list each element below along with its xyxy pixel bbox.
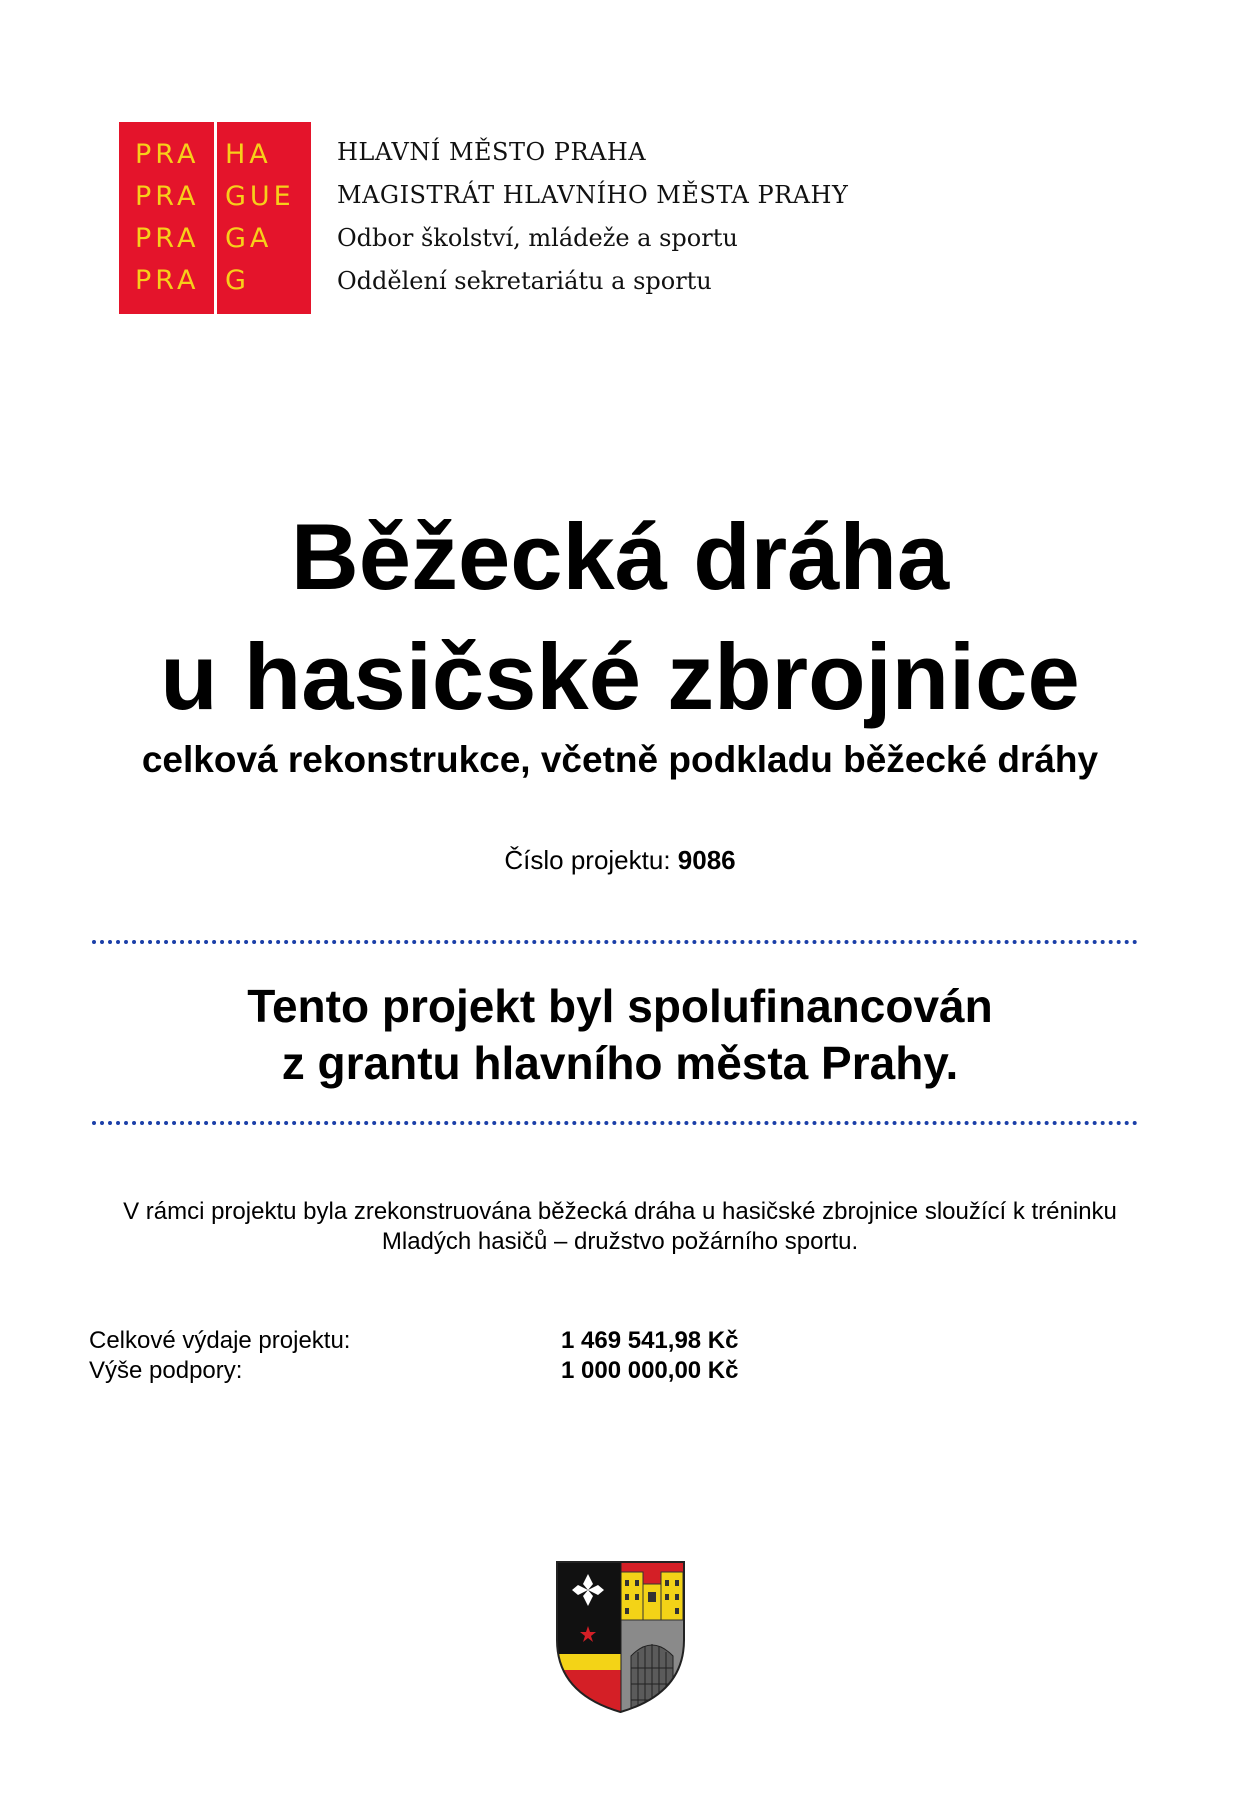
org-magistrate: MAGISTRÁT HLAVNÍHO MĚSTA PRAHY — [337, 181, 849, 209]
support-amount-value: 1 000 000,00 Kč — [561, 1357, 739, 1384]
title-line-1: Běžecká dráha — [290, 504, 950, 609]
dotted-rule-bottom — [92, 1121, 1138, 1125]
logo-text: PRA — [135, 139, 200, 170]
org-city: HLAVNÍ MĚSTO PRAHA — [337, 138, 647, 166]
description-line-2: Mladých hasičů – družstvo požárního sportu. — [381, 1228, 859, 1255]
total-costs-value: 1 469 541,98 Kč — [561, 1327, 739, 1354]
subtitle: celková rekonstrukce, včetně podkladu běžecké dráhy — [141, 739, 1099, 780]
logo-text: PRA — [135, 265, 200, 296]
logo-text: PRA — [135, 223, 200, 254]
project-number — [0, 844, 1240, 876]
description-line-1: V rámci projektu byla zrekonstruována běžecká dráha u hasičské zbrojnice sloužící k tréninku — [123, 1198, 1117, 1225]
funding-line-1: Tento projekt byl spolufinancován — [247, 980, 993, 1032]
logo-text: GA — [225, 223, 273, 254]
funding-line-2: z grantu hlavního města Prahy. — [281, 1037, 959, 1089]
logo-text: GUE — [225, 181, 295, 212]
total-costs-label: Celkové výdaje projektu: — [89, 1327, 351, 1354]
logo-text: PRA — [135, 181, 200, 212]
logo-divider — [214, 122, 217, 314]
dotted-rule-top — [92, 940, 1138, 944]
support-amount-label: Výše podpory: — [89, 1357, 243, 1384]
municipal-coat-of-arms-icon — [555, 1560, 686, 1714]
project-number-value: 9086 — [677, 845, 736, 875]
organization-header — [337, 131, 848, 303]
project-number-label: Číslo projektu: — [504, 845, 671, 875]
title-line-2: u hasičské zbrojnice — [160, 624, 1080, 729]
praha-logo — [119, 122, 311, 314]
org-department: Odbor školství, mládeže a sportu — [337, 224, 738, 252]
logo-text: HA — [225, 139, 272, 170]
org-section: Oddělení sekretariátu a sportu — [337, 267, 712, 295]
logo-text: G — [225, 265, 250, 296]
